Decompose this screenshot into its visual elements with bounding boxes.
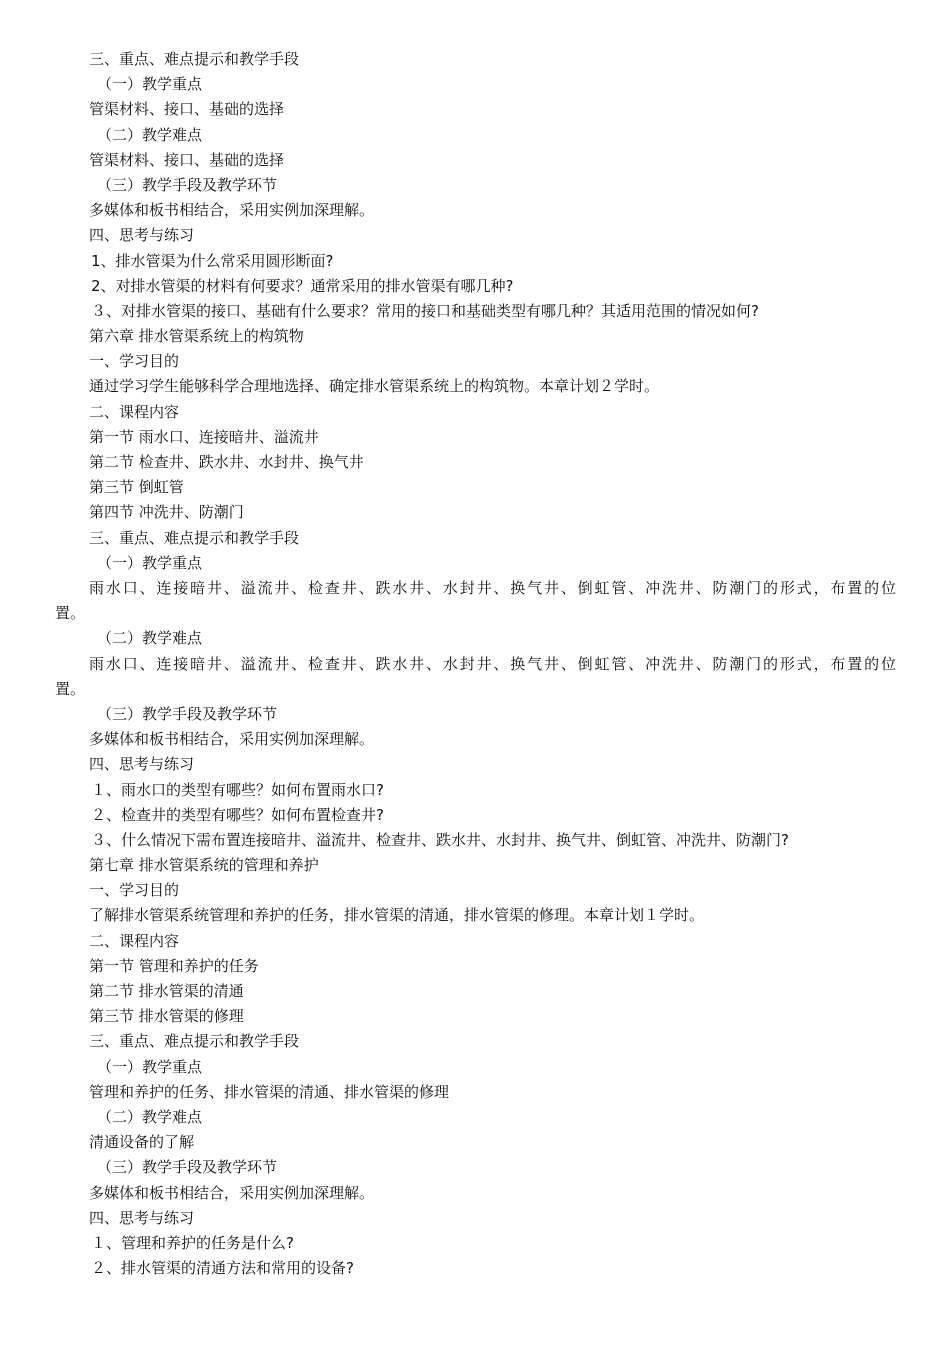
question-item: １、管理和养护的任务是什么? xyxy=(91,1233,294,1252)
question-item: ２、排水管渠的清通方法和常用的设备? xyxy=(91,1259,354,1278)
text-line: 多媒体和板书相结合，采用实例加深理解。 xyxy=(89,201,375,220)
paragraph-line: 雨水口、连接暗井、溢流井、检查井、跌水井、水封井、换气井、倒虹管、冲洗井、防潮门的形式，布置的位 xyxy=(89,654,896,673)
text-line: 第二节 检查井、跌水井、水封井、换气井 xyxy=(89,453,364,471)
chapter-title: 第六章 排水管渠系统上的构筑物 xyxy=(89,327,304,346)
chapter-title: 第七章 排水管渠系统的管理和养护 xyxy=(89,856,319,875)
section-heading: 一、学习目的 xyxy=(89,352,180,371)
subsection-heading: （三）教学手段及教学环节 xyxy=(97,1158,278,1177)
text-line: 第二节 排水管渠的清通 xyxy=(89,982,244,1000)
subsection-heading: （二）教学难点 xyxy=(97,1107,203,1126)
section-heading: 四、思考与练习 xyxy=(89,226,195,245)
subsection-heading: （一）教学重点 xyxy=(97,75,203,94)
text-line: 第三节 倒虹管 xyxy=(89,478,184,497)
question-item: 2、对排水管渠的材料有何要求？通常采用的排水管渠有哪几种? xyxy=(91,276,514,295)
paragraph-continuation: 置。 xyxy=(55,604,86,623)
subsection-heading: （一）教学重点 xyxy=(97,553,203,572)
text-line: 清通设备的了解 xyxy=(89,1133,195,1152)
section-heading: 四、思考与练习 xyxy=(89,1208,195,1227)
question-item: 1、排水管渠为什么常采用圆形断面? xyxy=(91,251,334,270)
section-heading: 二、课程内容 xyxy=(89,931,180,950)
section-heading: 一、学习目的 xyxy=(89,881,180,900)
question-item: １、雨水口的类型有哪些？如何布置雨水口? xyxy=(91,780,384,799)
subsection-heading: （三）教学手段及教学环节 xyxy=(97,175,278,194)
question-item: ３、对排水管渠的接口、基础有什么要求？常用的接口和基础类型有哪几种？其适用范围的情况如何? xyxy=(91,301,759,320)
question-item: ２、检查井的类型有哪些？如何布置检查井? xyxy=(91,805,384,824)
subsection-heading: （三）教学手段及教学环节 xyxy=(97,704,278,723)
question-item: ３、什么情况下需布置连接暗井、溢流井、检查井、跌水井、水封井、换气井、倒虹管、冲洗井、防潮门? xyxy=(91,830,789,849)
text-line: 通过学习学生能够科学合理地选择、确定排水管渠系统上的构筑物。本章计划２学时。 xyxy=(89,377,660,396)
text-line: 管渠材料、接口、基础的选择 xyxy=(89,150,285,169)
section-heading: 二、课程内容 xyxy=(89,402,180,421)
text-line: 了解排水管渠系统管理和养护的任务，排水管渠的清通，排水管渠的修理。本章计划１学时。 xyxy=(89,906,705,925)
section-heading: 三、重点、难点提示和教学手段 xyxy=(89,1032,300,1051)
text-line: 第一节 管理和养护的任务 xyxy=(89,956,259,975)
paragraph-continuation: 置。 xyxy=(55,679,86,698)
text-line: 第一节 雨水口、连接暗井、溢流井 xyxy=(89,427,319,446)
section-heading: 三、重点、难点提示和教学手段 xyxy=(89,528,300,547)
paragraph-line: 雨水口、连接暗井、溢流井、检查井、跌水井、水封井、换气井、倒虹管、冲洗井、防潮门的形式，布置的位 xyxy=(89,578,896,597)
section-heading: 四、思考与练习 xyxy=(89,755,195,774)
text-line: 第四节 冲洗井、防潮门 xyxy=(89,503,244,522)
wrapped-paragraph xyxy=(0,576,951,626)
text-line: 多媒体和板书相结合，采用实例加深理解。 xyxy=(89,730,375,749)
text-line: 管理和养护的任务、排水管渠的清通、排水管渠的修理 xyxy=(89,1082,450,1101)
section-heading: 三、重点、难点提示和教学手段 xyxy=(89,50,300,68)
document-page xyxy=(0,47,951,1281)
text-line: 管渠材料、接口、基础的选择 xyxy=(89,100,285,119)
subsection-heading: （一）教学重点 xyxy=(97,1057,203,1076)
text-line: 第三节 排水管渠的修理 xyxy=(89,1007,244,1026)
subsection-heading: （二）教学难点 xyxy=(97,629,203,648)
text-line: 多媒体和板书相结合，采用实例加深理解。 xyxy=(89,1183,375,1202)
subsection-heading: （二）教学难点 xyxy=(97,125,203,144)
wrapped-paragraph xyxy=(0,652,951,702)
